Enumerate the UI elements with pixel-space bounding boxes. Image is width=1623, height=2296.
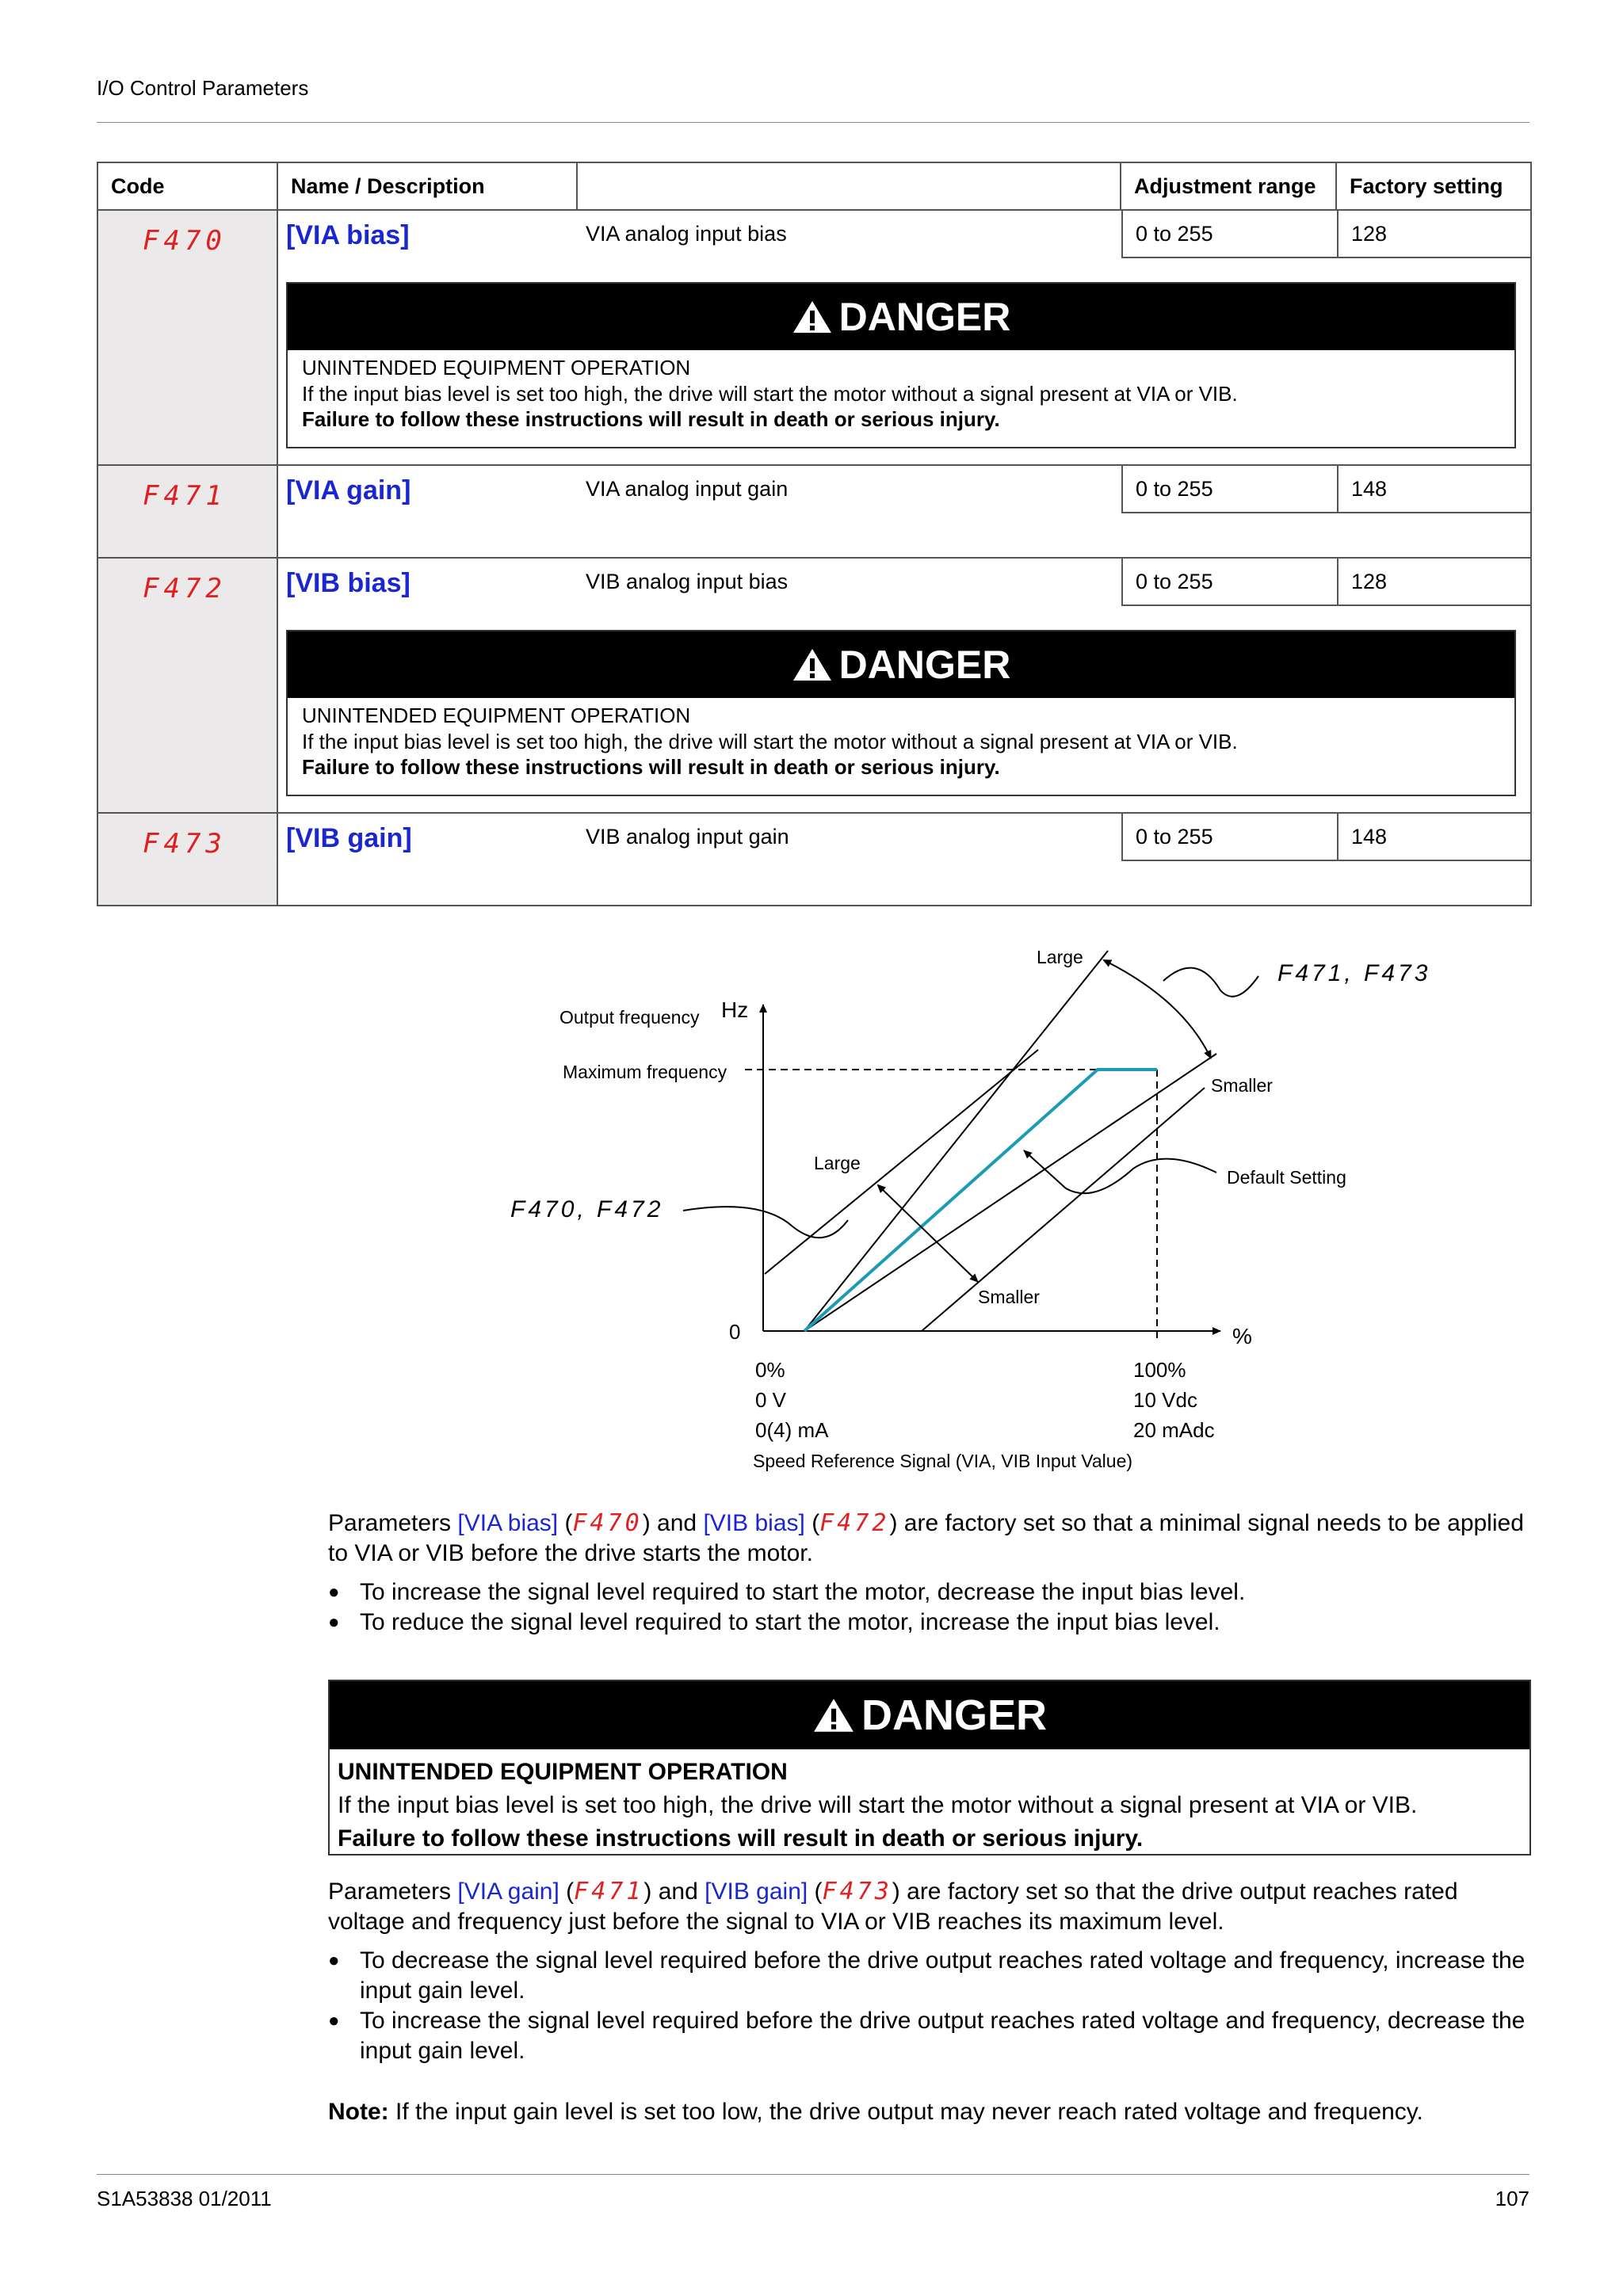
note-label: Note: xyxy=(328,2099,389,2125)
danger-bar xyxy=(330,1681,1529,1749)
danger-line3: Failure to follow these instructions will result in death or serious injury. xyxy=(338,1825,1144,1852)
label-gain-codes: F471, F473 xyxy=(1277,960,1431,986)
danger-box xyxy=(286,630,1516,796)
note-text: If the input gain level is set too low, the drive output may never reach rated voltage and frequency. xyxy=(388,2099,1423,2125)
bias-bullet-list xyxy=(328,1577,1529,1638)
footer-page-number: 107 xyxy=(1495,2187,1529,2210)
danger-title: DANGER xyxy=(838,643,1011,687)
header-factory: Factory setting xyxy=(1336,162,1531,210)
param-desc: VIA analog input bias xyxy=(586,222,787,246)
label-large-top: Large xyxy=(1037,947,1083,967)
p1-and: and xyxy=(650,1510,704,1536)
param-range: 0 to 255 xyxy=(1121,559,1337,606)
code-f472: F472 xyxy=(143,573,227,605)
bias-paragraph: Parameters [VIA bias] (F470) and [VIB bias] (F472) are factory set so that a minimal signal needs to be applied to VIA or VIB before the drive starts the motor. xyxy=(328,1509,1524,1566)
danger-line1: UNINTENDED EQUIPMENT OPERATION xyxy=(338,1759,788,1785)
warning-icon xyxy=(792,299,833,334)
p1-via-code: F470 xyxy=(572,1509,643,1537)
param-range: 0 to 255 xyxy=(1121,814,1337,861)
label-x-min-v: 0 V xyxy=(755,1388,787,1412)
danger-body xyxy=(330,1749,1529,1855)
header-code: Code xyxy=(97,162,277,210)
danger-line2: If the input bias level is set too high, the drive will start the motor without a signal present at VIA or VIB. xyxy=(338,1792,1418,1818)
danger-body xyxy=(288,698,1514,788)
bias-code-leader xyxy=(683,1207,848,1238)
code-cell xyxy=(97,465,277,558)
footer-doc-id: S1A53838 01/2011 xyxy=(97,2187,272,2210)
bias-line-smaller xyxy=(922,1088,1205,1331)
param-factory: 148 xyxy=(1337,466,1530,513)
danger-line2: If the input bias level is set too high, the drive will start the motor without a signal present at VIA or VIB. xyxy=(302,381,1238,406)
row-content xyxy=(277,465,1531,558)
label-large-mid: Large xyxy=(814,1153,861,1173)
danger-line1: UNINTENDED EQUIPMENT OPERATION xyxy=(302,704,691,727)
gain-paragraph: Parameters [VIA gain] (F471) and [VIB gain] (F473) are factory set so that the drive output reaches rated voltage and frequency just before the signal to VIA or VIB reaches its maximum level. xyxy=(328,1878,1458,1935)
label-smaller-mid: Smaller xyxy=(978,1287,1040,1307)
param-range: 0 to 255 xyxy=(1121,211,1337,258)
table-row-f471 xyxy=(97,465,1531,558)
row-content xyxy=(277,558,1531,813)
label-x-min-pct: 0% xyxy=(755,1358,785,1382)
param-factory: 128 xyxy=(1337,559,1530,606)
label-hz: Hz xyxy=(721,997,749,1022)
danger-box xyxy=(286,282,1516,448)
param-factory: 128 xyxy=(1337,211,1530,258)
label-x-max-pct: 100% xyxy=(1133,1358,1186,1382)
param-factory: 148 xyxy=(1337,814,1530,861)
danger-title: DANGER xyxy=(838,295,1011,339)
danger-body xyxy=(288,350,1514,441)
bias-adjust-arrow xyxy=(878,1185,978,1282)
list-item: ● To reduce the signal level required to start the motor, increase the input bias level. xyxy=(328,1608,1529,1638)
code-cell xyxy=(97,558,277,813)
p2-and: and xyxy=(651,1878,705,1905)
bias-line-large xyxy=(765,1050,1038,1274)
p2-rest: are factory set so that the drive output reaches rated voltage and frequency just before the signal to VIA or VIB reaches its maximum level. xyxy=(328,1878,1458,1935)
warning-icon xyxy=(792,647,833,682)
default-leader-arrow xyxy=(1024,1150,1066,1188)
label-zero: 0 xyxy=(729,1320,741,1344)
danger-line2: If the input bias level is set too high, the drive will start the motor without a signal present at VIA or VIB. xyxy=(302,729,1238,753)
row-content xyxy=(277,210,1531,465)
table-row-f473 xyxy=(97,813,1531,906)
param-name: [VIB gain] xyxy=(286,823,412,853)
label-bias-codes: F470, F472 xyxy=(510,1196,664,1222)
p2-text-a: Parameters xyxy=(328,1878,458,1905)
danger-line1: UNINTENDED EQUIPMENT OPERATION xyxy=(302,356,691,379)
label-x-max-v: 10 Vdc xyxy=(1133,1388,1197,1412)
table-row-f470 xyxy=(97,210,1531,465)
list-item: ● To decrease the signal level required before the drive output reaches rated voltage and frequency, increase the input gain level. xyxy=(328,1946,1529,2006)
p2-vib-code: F473 xyxy=(822,1878,892,1905)
header-blank xyxy=(577,162,1121,210)
p1-vib-code: F472 xyxy=(819,1509,890,1537)
code-f473: F473 xyxy=(143,828,227,860)
param-name: [VIB bias] xyxy=(286,568,411,598)
danger-title: DANGER xyxy=(861,1691,1047,1739)
p1-rest: are factory set so that a minimal signal needs to be applied to VIA or VIB before the drive starts the motor. xyxy=(328,1510,1524,1566)
danger-bar xyxy=(288,631,1514,698)
bias-gain-diagram xyxy=(475,935,1474,1489)
gain-line-large xyxy=(804,951,1108,1331)
table-row-f472 xyxy=(97,558,1531,813)
code-cell xyxy=(97,813,277,906)
list-item: ● To increase the signal level required before the drive output reaches rated voltage and frequency, decrease the input gain level. xyxy=(328,2006,1529,2066)
header-range: Adjustment range xyxy=(1121,162,1336,210)
param-name: [VIA bias] xyxy=(286,220,410,250)
danger-bar xyxy=(288,284,1514,350)
warning-icon xyxy=(812,1697,855,1733)
row-content xyxy=(277,813,1531,906)
param-range: 0 to 255 xyxy=(1121,466,1337,513)
page-header-title: I/O Control Parameters xyxy=(97,76,309,100)
label-smaller-top: Smaller xyxy=(1211,1075,1273,1096)
label-percent: % xyxy=(1232,1324,1252,1348)
table-header-row xyxy=(97,162,1531,210)
label-default-setting: Default Setting xyxy=(1227,1167,1346,1188)
label-x-caption: Speed Reference Signal (VIA, VIB Input Value) xyxy=(753,1451,1133,1471)
header-name: Name / Description xyxy=(277,162,577,210)
code-f471: F471 xyxy=(143,480,227,512)
param-desc: VIB analog input gain xyxy=(586,825,789,849)
code-f470: F470 xyxy=(143,225,227,257)
p1-text-a: Parameters xyxy=(328,1510,458,1536)
header-rule xyxy=(97,122,1529,123)
p2-vib-gain: [VIB gain] xyxy=(705,1878,808,1905)
danger-line3: Failure to follow these instructions will result in death or serious injury. xyxy=(302,755,1000,779)
p2-via-gain: [VIA gain] xyxy=(457,1878,559,1905)
p1-via-bias: [VIA bias] xyxy=(457,1510,559,1536)
danger-line3: Failure to follow these instructions will result in death or serious injury. xyxy=(302,407,1000,431)
footer-rule xyxy=(97,2174,1529,2175)
param-desc: VIB analog input bias xyxy=(586,570,789,593)
label-max-frequency: Maximum frequency xyxy=(563,1062,727,1082)
gain-bullet-list xyxy=(328,1946,1529,2066)
label-x-max-ma: 20 mAdc xyxy=(1133,1418,1215,1442)
danger-box-large xyxy=(328,1680,1531,1855)
list-item: ● To increase the signal level required to start the motor, decrease the input bias level. xyxy=(328,1577,1529,1608)
note xyxy=(328,2097,1529,2127)
p1-vib-bias: [VIB bias] xyxy=(703,1510,805,1536)
gain-adjust-arrow xyxy=(1104,960,1211,1058)
param-desc: VIA analog input gain xyxy=(586,477,789,501)
parameter-table xyxy=(97,162,1532,906)
label-x-min-ma: 0(4) mA xyxy=(755,1418,829,1442)
param-name: [VIA gain] xyxy=(286,475,411,505)
label-output-frequency: Output frequency xyxy=(559,1007,700,1028)
gain-code-leader xyxy=(1163,968,1258,997)
code-cell xyxy=(97,210,277,465)
p2-via-code: F471 xyxy=(574,1878,644,1905)
